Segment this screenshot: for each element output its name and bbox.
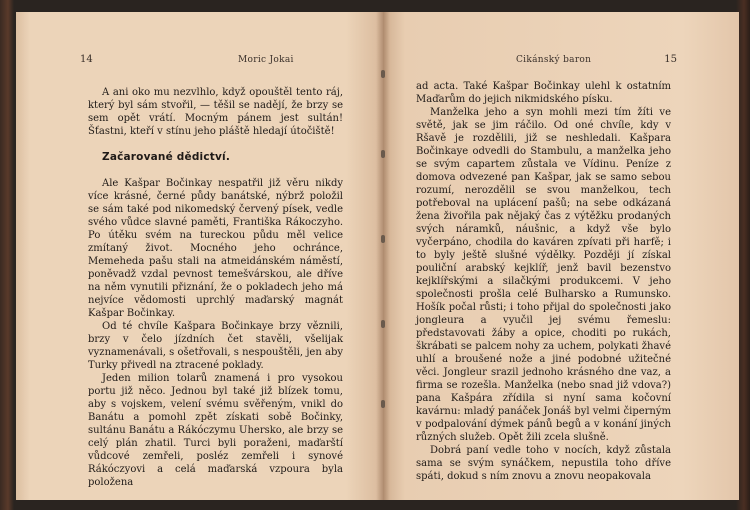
binding-stitch	[381, 150, 385, 158]
paragraph: Od té chvíle Kašpara Bočinkaye brzy věznili, brzy v čelo jízdních čet stavěli, všelijak vyznamenávali, s ošetřovali, s nespouštěli, jen aby Turky přivedl na ztracené poklady.	[88, 321, 343, 371]
book-gutter	[376, 12, 390, 500]
left-page-text	[88, 86, 343, 489]
page-number: 14	[80, 54, 93, 65]
page-number: 15	[664, 54, 677, 65]
left-page-header	[80, 54, 343, 74]
paragraph: ad acta. Také Kašpar Bočinkay ulehl k ostatním Maďarům do jejich nikmidského písku.	[416, 81, 671, 105]
section-heading: Začarované dědictví.	[102, 151, 231, 163]
binding-stitch	[381, 400, 385, 408]
paragraph: A ani oko mu nezvlhlo, když opouštěl tento ráj, který byl sám stvořil, — těšil se nadějí, že brzy se sem opět vrátí. Mocným pánem jest sultán! Šťastni, kteří v stínu jeho pláště hledají útočiště!	[88, 87, 343, 137]
left-page	[16, 12, 383, 500]
right-page-text	[416, 80, 671, 483]
binding-stitch	[381, 235, 385, 243]
running-head: Cikánský baron	[516, 55, 592, 65]
paragraph: Ale Kašpar Bočinkay nespatřil již věru nikdy více krásné, černé půdy banátské, nýbrž položil se sám také pod nikomedský červený písek, vedle svého vůdce slavné paměti, Františka Rákoczyho. Po útěku svém na tureckou půdu měl velice zmítaný život. Mocného jeho ochránce, Memeheda pašu stali na atmeidánském náměstí, poněvadž vzdal pevnost temešvárskou, ale dříve na něm vynutili přiznání, že o pokladech jeho má nejvíce vědomosti uprchlý maďarský magnát Kašpar Bočinkay.	[88, 178, 343, 319]
binding-stitch	[381, 320, 385, 328]
paragraph: Jeden milion tolarů znamená i pro vysokou portu již něco. Jednou byl také již blízek tomu, aby s vojskem, velení svému svěřeným, vnikl do Banátu a pomohl zpět získati sobě Bočinky, sultánu Banátu a Rákóczymu Uhersko, ale brzy se celý plán zhatil. Turci byli poraženi, maďarští vůdcové zemřeli, posléz zemřeli i synové Rákóczyovi a celá maďarská vzpoura byla položena	[88, 373, 343, 488]
paragraph: Manželka jeho a syn mohli mezi tím žíti ve světě, jak se jim ráčilo. Od oné chvíle, kdy v Ršavě je rozdělili, již se neshledali. Kašpara Bočinkaye odvedli do Stambulu, a manželka jeho se svým capartem zůstala ve Vídinu. Peníze z domova odvezené pan Kašpar, jak se samo sebou rozumí, nerozdělil se svou manželkou, tech potřeboval na uplácení pašů; na sebe odkázaná žena živořila pak nějaký čas z výtěžku prodaných svých náramků, náušnic, a když vše bylo vyčerpáno, chodila do kaváren zpívati při harfě; i to byly ještě slušné výdělky. Později jí získal pouliční arabský kejklíř, jenž bavil bezenstvo kejklířskými a silačkými produkcemi. V jeho společnosti prošla celé Bulharsko a Rumunsko. Hošík počal růsti; i toho přijal do společnosti jako jongleura a vyučil jej svému řemeslu: představovati žáby a opice, choditi po rukách, škrábati se palcem nohy za uchem, polykati žhavé uhlí a broušené nože a jiné podobné užitečné věci. Jongleur srazil jednoho krásného dne vaz, a firma se rozešla. Manželka (nebo snad již vdova?) pana Kašpára zřídila si nyní sama kočovní kavárnu: mladý panáček Jonáš byl velmi čiperným v podpalování dýmek pánů begů a v konání jiných různých služeb. Opět žili zcela slušně.	[416, 107, 671, 443]
binding-stitch	[381, 70, 385, 78]
right-page	[383, 12, 739, 500]
paragraph: Dobrá paní vedle toho v nocích, když zůstala sama se svým synáčkem, nepustila toho dříve spáti, dokud s ním znovu a znovu neopakovala	[416, 445, 671, 482]
running-head: Moric Jokai	[238, 55, 294, 65]
right-page-header	[416, 54, 677, 74]
